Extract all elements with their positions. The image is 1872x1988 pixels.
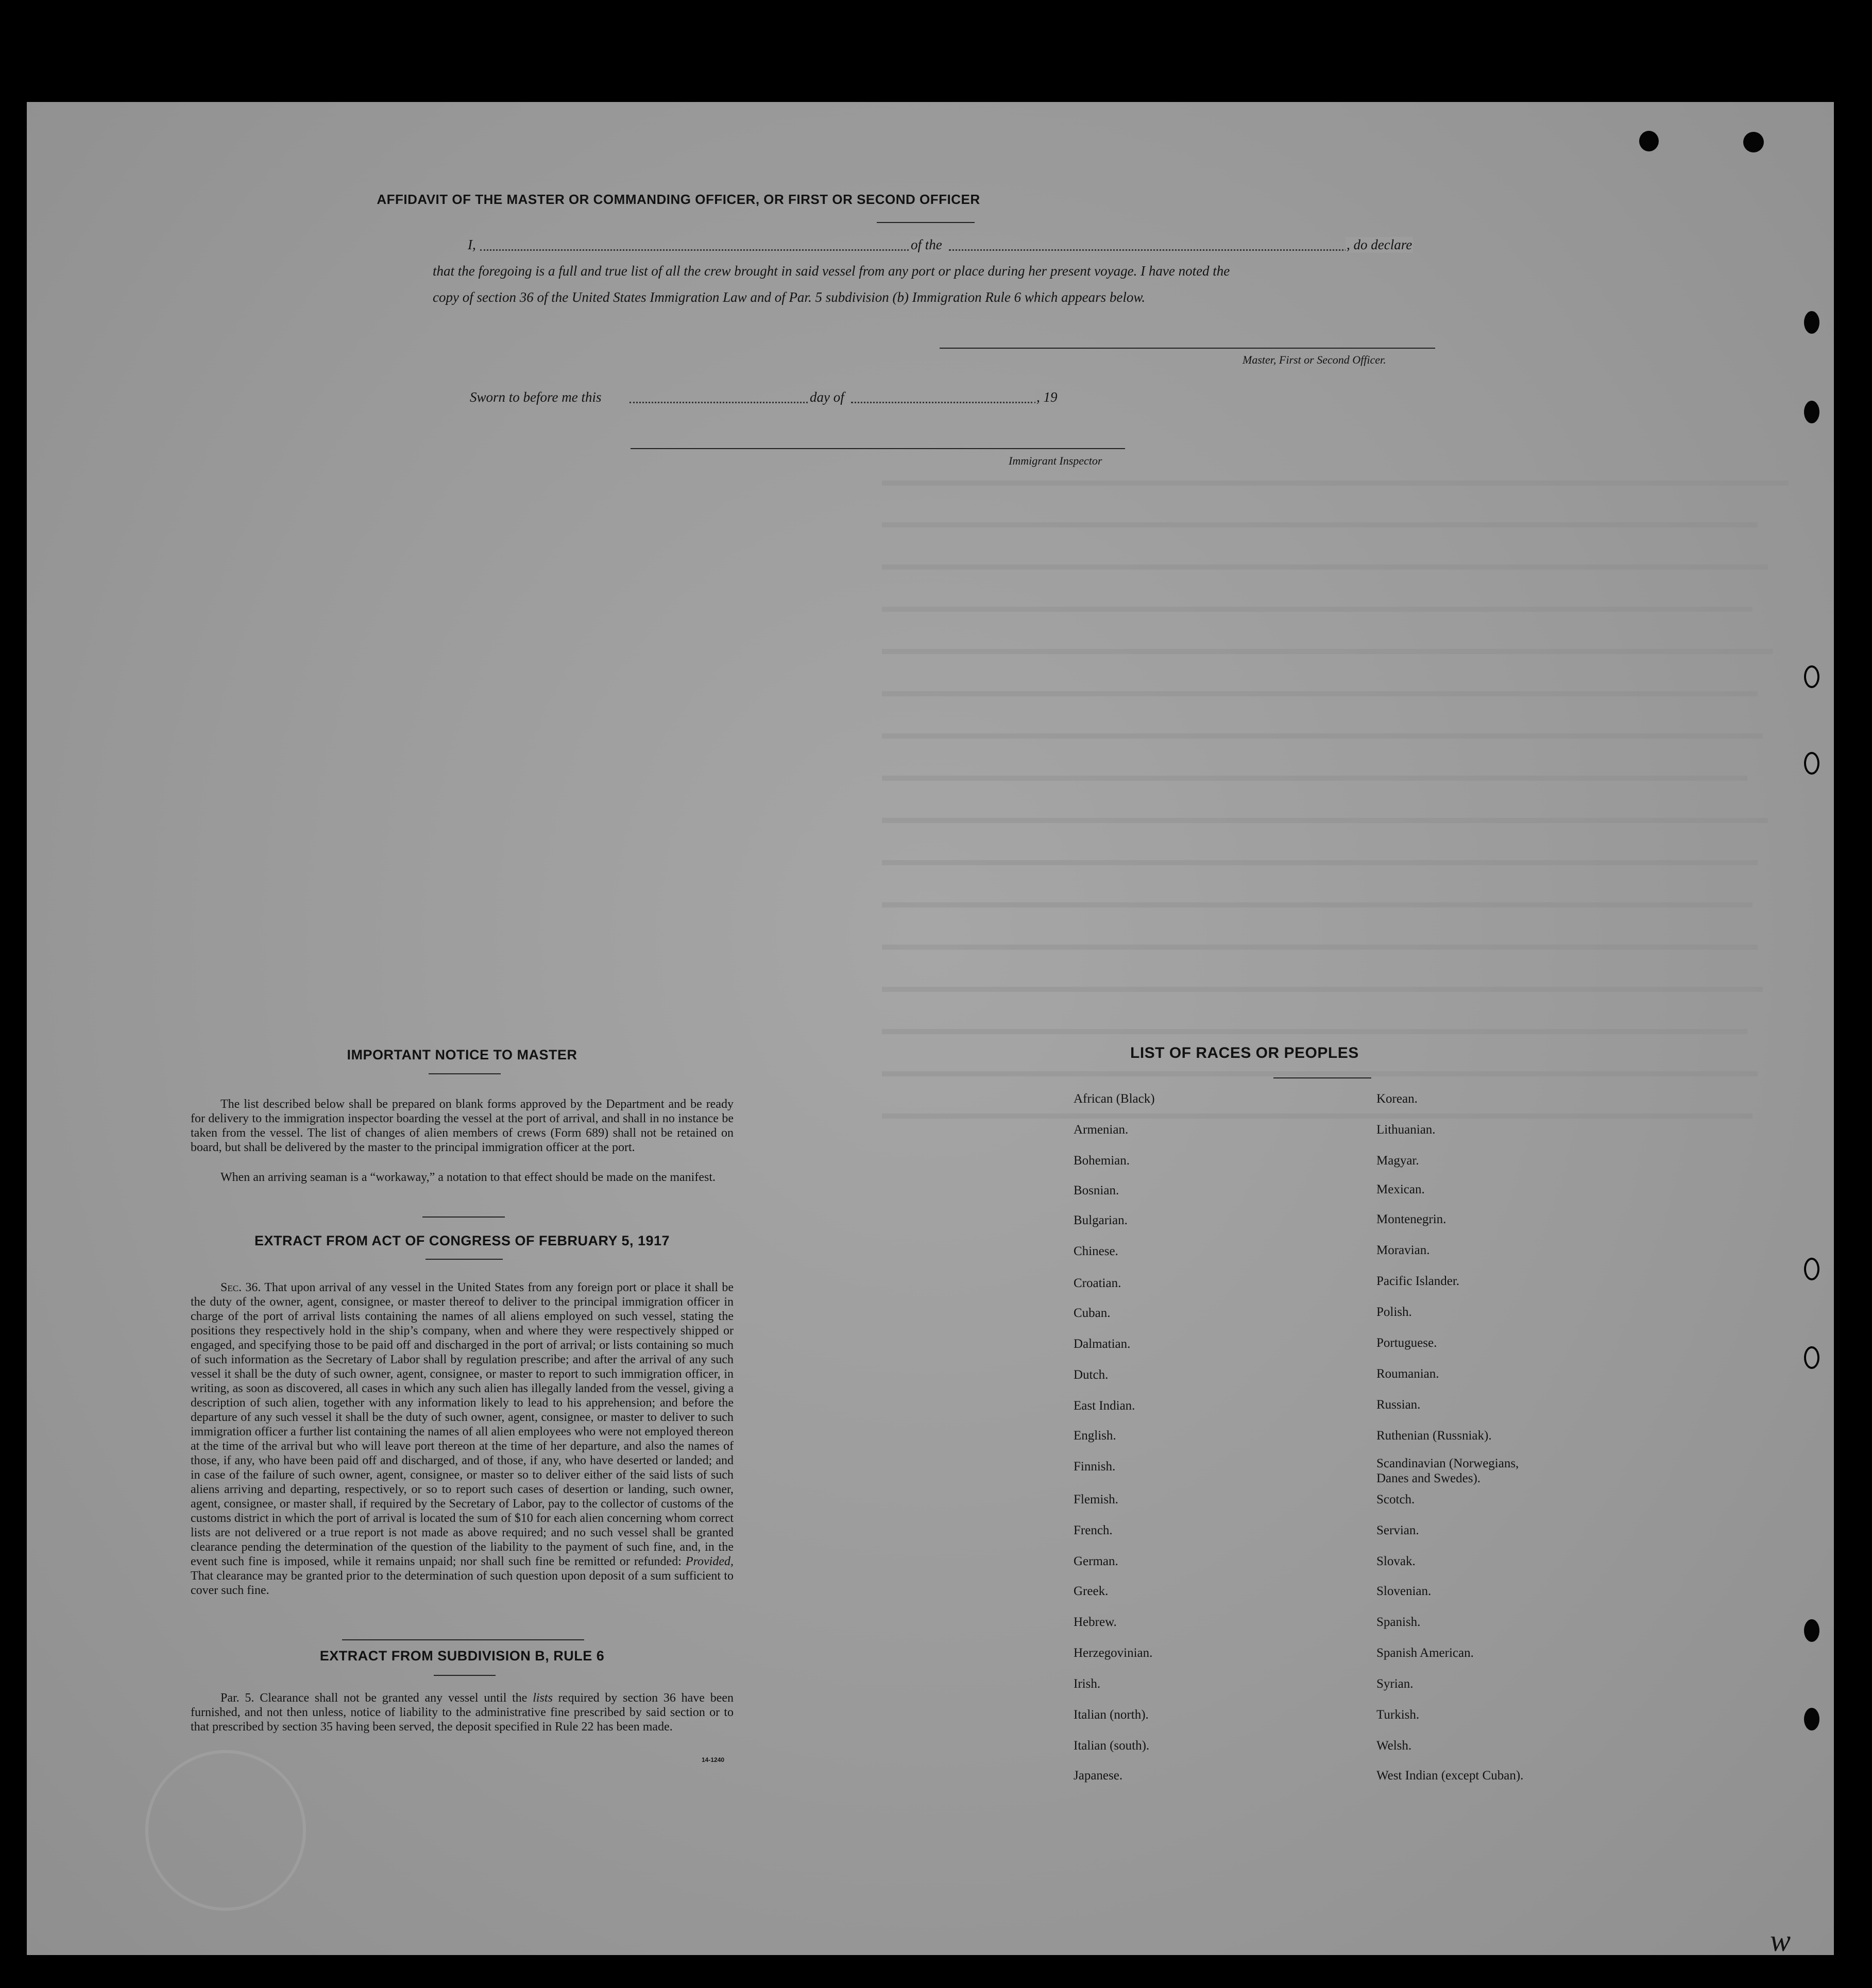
race-item: Russian. [1376,1398,1421,1412]
act-section-body: That upon arrival of any vessel in the United States from any foreign port or place it shall be the duty of the owner, agent, consignee, or master thereof to deliver to the principal immigration officer in charge of the port of arrival lists containing the names of all aliens employed on such vessel, stating the positions they respectively hold in the ship’s company, when and where they were respectively shipped or engaged, and specifying those to be paid off and discharged in the port of arrival; or lists containing so much of such information as the Secretary of Labor shall by regulation prescribe; and after the arrival of any such vessel it shall be the duty of such owner, agent, consignee, or master to report to such immigration officer, in writing, as soon as discovered, all cases in which any such alien has illegally landed from the vessel, giving a description of such alien, together with any information likely to lead to his apprehension; and before the departure of any such vessel it shall be the duty of such owner, agent, consignee, or master to deliver to such immigration officer a further list containing the names of all alien employees who were not employed thereon at the time of the arrival but who will leave port thereon at the time of her departure, and also the names of those, if any, who have been paid off and discharged, and of those, if any, who have deserted or landed; and in case of the failure of such owner, agent, consignee, or master so to deliver either of the said lists of such aliens arriving and departing, respectively, or so to report such cases of desertion or landing, such owner, agent, consignee, or master shall, if required by the Secretary of Labor, pay to the collector of customs of the customs district in which the port of arrival is located the sum of $10 for each alien concerning whom correct lists are not delivered or a true report is not made as above required; and no such vessel shall be granted clearance pending the determination of the question of the liability to the payment of such fine, and, in the event such fine is imposed, while it remains unpaid; nor shall such fine be remitted or refunded: [191,1281,734,1568]
notice-rule [429,1073,501,1074]
handwritten-corner-mark: w [1770,1924,1791,1958]
race-item: Pacific Islander. [1376,1274,1460,1288]
race-item: Hebrew. [1074,1615,1117,1629]
race-item: Chinese. [1074,1244,1118,1258]
race-item: Welsh. [1376,1739,1412,1753]
sworn-label: Sworn to before me this [470,389,602,405]
race-item: Magyar. [1376,1154,1419,1168]
inspector-label: Immigrant Inspector [1009,454,1102,467]
bleed-through-line [882,1113,1752,1119]
notice-paragraph-2: When an arriving seaman is a “workaway,” a notation to that effect should be made on the manifest. [220,1171,716,1184]
document-page [27,102,1834,1958]
bleed-through-line [882,987,1763,992]
bleed-through-line [882,945,1758,950]
race-item: Montenegrin. [1376,1212,1446,1226]
title-rule [877,222,975,223]
race-item: Korean. [1376,1092,1418,1106]
bleed-through-line [882,733,1763,739]
race-item: Dutch. [1074,1368,1109,1382]
race-item: Irish. [1074,1677,1101,1691]
race-item: German. [1074,1554,1118,1568]
punch-hole-icon [1804,1619,1819,1642]
race-item: Japanese. [1074,1769,1123,1783]
affidavit-line-2: that the foregoing is a full and true list of all the crew brought in said vessel from any port or place during her present voyage. I have noted the [433,263,1230,279]
affidavit-of-the-label: of the [911,237,942,252]
race-item: Slovak. [1376,1554,1416,1568]
bleed-through-line [882,649,1773,654]
race-item: Armenian. [1074,1123,1129,1137]
race-item: Herzegovinian. [1074,1646,1153,1660]
bleed-through-line [882,776,1747,781]
act-section-body-end: That clearance may be granted prior to the determination of such question upon deposit of a sum sufficient to cover such fine. [191,1569,734,1597]
punch-hole-icon [1804,401,1819,423]
race-item: Spanish American. [1376,1646,1474,1660]
affidavit-line-3: copy of section 36 of the United States Immigration Law and of Par. 5 subdivision (b) Immigration Rule 6 which appears below. [433,289,1146,305]
race-item: Slovenian. [1376,1584,1432,1598]
rule-extract-title: EXTRACT FROM SUBDIVISION B, RULE 6 [319,1648,605,1664]
race-item: Bosnian. [1074,1184,1119,1197]
affidavit-i-label: I, [468,237,476,252]
year-label: , 19 [1036,389,1058,405]
race-item: Roumanian. [1376,1367,1439,1381]
rule-body-b: required by section 36 have been furnished, and not then unless, notice of liability to the administrative fine prescribed by said section or to that prescribed by section 35 having been served, the deposit specified in Rule 22 has been made. [191,1691,734,1734]
rule-lists: lists [533,1691,553,1705]
race-item: Scandinavian (Norwegians, [1376,1456,1519,1470]
act-provided: Provided, [685,1555,734,1568]
rule-body-a: Par. 5. Clearance shall not be granted any vessel until the [220,1691,527,1705]
punch-hole-icon [1639,131,1659,151]
master-signature-line[interactable] [940,348,1435,349]
races-rule [1273,1077,1371,1078]
name-blank[interactable] [480,249,933,251]
race-item: East Indian. [1074,1399,1135,1413]
race-item: Dalmatian. [1074,1337,1131,1351]
bleed-through-line [882,1029,1747,1034]
race-scandinavian-line-2: Danes and Swedes). [1376,1471,1481,1485]
race-item: Lithuanian. [1376,1123,1436,1137]
race-item: Finnish. [1074,1460,1116,1473]
race-item: English. [1074,1429,1116,1443]
races-title: LIST OF RACES OR PEOPLES [1130,1044,1359,1061]
bleed-through-line [882,860,1758,865]
race-item: Italian (north). [1074,1708,1149,1722]
bleed-through-line [882,481,1789,486]
act-extract-end-rule [342,1639,584,1640]
rule-extract-rule [434,1675,496,1676]
notice-paragraph-1: The list described below shall be prepared on blank forms approved by the Department and be ready for delivery to the immigration inspector boarding the vessel at the port of arrival, and shall in no instance be taken from the vessel. The list of changes of alien members of crews (Form 689) shall not be retained on board, but shall be delivered by the master to the principal immigration officer at the port. [191,1098,734,1154]
punch-hole-icon [1804,752,1819,775]
act-extract-rule [426,1259,503,1260]
bleed-through-line [882,607,1752,612]
punch-hole-icon [1743,132,1764,152]
notice-end-rule [422,1216,505,1218]
vessel-blank[interactable] [949,249,1382,251]
race-item: Servian. [1376,1523,1419,1537]
race-item: West Indian (except Cuban). [1376,1769,1524,1783]
race-item: Italian (south). [1074,1739,1150,1753]
bleed-through-line [882,691,1758,696]
master-signature-label: Master, First or Second Officer. [1243,353,1386,366]
act-extract-title: EXTRACT FROM ACT OF CONGRESS OF FEBRUARY 5, 1917 [254,1233,670,1248]
race-item: African (Black) [1074,1092,1155,1106]
race-item: French. [1074,1523,1113,1537]
punch-hole-icon [1804,1258,1819,1280]
act-section-36 [191,1280,734,1598]
punch-hole-icon [1804,1708,1819,1730]
punch-hole-icon [1804,311,1819,334]
race-item: Greek. [1074,1584,1109,1598]
race-item: Croatian. [1074,1276,1121,1290]
sworn-month-blank[interactable] [851,402,1036,403]
race-item: Bulgarian. [1074,1213,1128,1227]
race-item: Cuban. [1074,1306,1111,1320]
race-item: Spanish. [1376,1615,1421,1629]
punch-hole-icon [1804,1346,1819,1369]
bleed-through-line [882,522,1758,527]
race-item: Moravian. [1376,1243,1430,1257]
notice-title: IMPORTANT NOTICE TO MASTER [347,1047,577,1062]
embossed-seal [145,1750,306,1911]
bleed-through-line [882,818,1768,823]
race-item: Syrian. [1376,1677,1414,1691]
inspector-signature-line[interactable] [631,448,1125,449]
day-of-label: day of [810,389,844,405]
race-item: Mexican. [1376,1182,1425,1196]
rule-paragraph-5 [191,1691,734,1734]
bleed-through-line [882,564,1768,570]
race-item: Portuguese. [1376,1336,1437,1350]
race-item: Flemish. [1074,1493,1118,1506]
race-item: Polish. [1376,1305,1412,1319]
sworn-day-blank[interactable] [629,402,836,403]
affidavit-title: AFFIDAVIT OF THE MASTER OR COMMANDING OFFICER, OR FIRST OR SECOND OFFICER [377,192,980,207]
bleed-through-line [882,1071,1758,1076]
affidavit-declare-label: , do declare [1347,237,1412,252]
punch-hole-icon [1804,665,1819,688]
race-item: Scotch. [1376,1493,1415,1506]
bleed-through-line [882,902,1752,907]
race-item: Bohemian. [1074,1154,1130,1168]
race-item: Ruthenian (Russniak). [1376,1429,1492,1443]
form-number: 14-1240 [702,1756,725,1763]
race-item: Turkish. [1376,1708,1420,1722]
act-section-label: Sec. 36. [220,1281,261,1294]
